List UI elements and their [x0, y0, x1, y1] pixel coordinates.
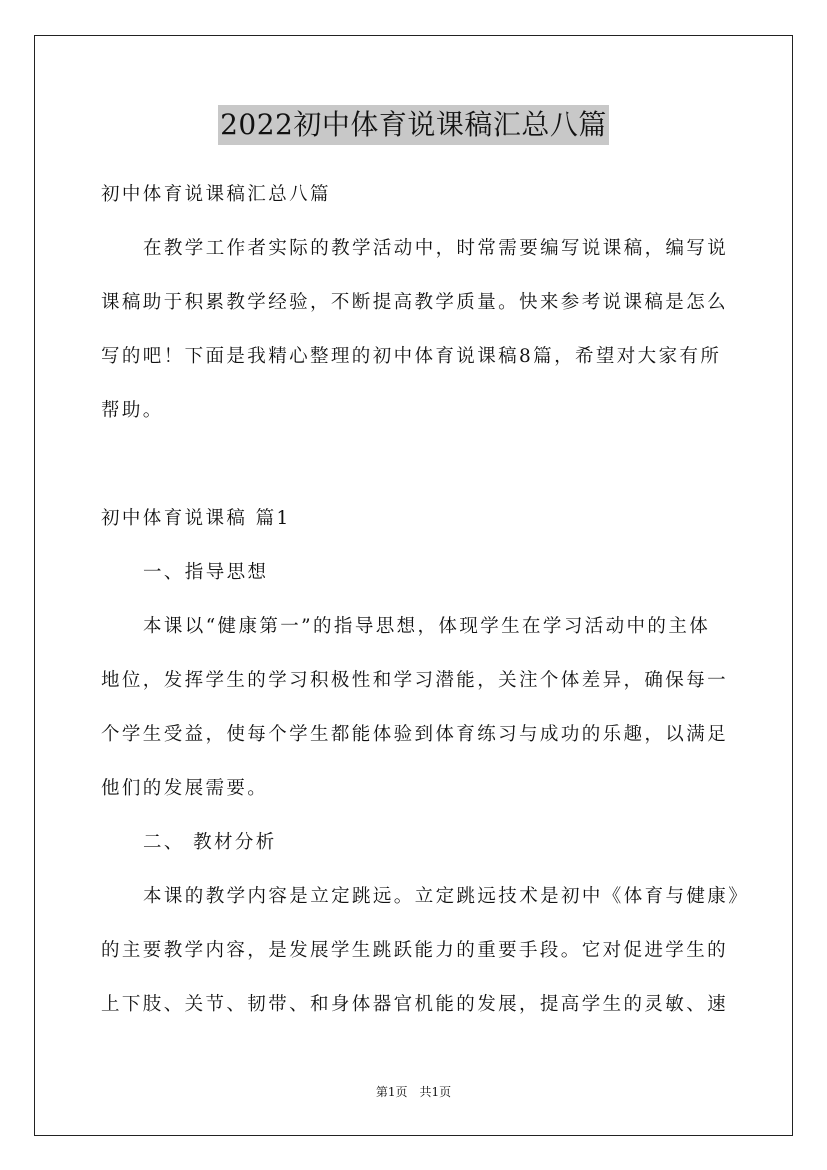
intro-line-1: 在教学工作者实际的教学活动中，时常需要编写说课稿，编写说	[143, 238, 729, 259]
para2-line-3: 上下肢、关节、韧带、和身体器官机能的发展，提高学生的灵敏、速	[101, 994, 729, 1015]
document-title-text: 2022初中体育说课稿汇总八篇	[218, 105, 609, 145]
document-subtitle: 初中体育说课稿汇总八篇	[101, 184, 331, 205]
para2-line-1: 本课的教学内容是立定跳远。立定跳远技术是初中《体育与健康》	[143, 886, 750, 907]
document-title	[0, 104, 827, 145]
intro-line-3: 写的吧！下面是我精心整理的初中体育说课稿8篇，希望对大家有所	[101, 346, 722, 367]
heading-material-analysis: 二、 教材分析	[143, 832, 277, 853]
intro-line-4: 帮助。	[101, 400, 164, 421]
section-title: 初中体育说课稿 篇1	[101, 508, 291, 529]
para1-line-4: 他们的发展需要。	[101, 778, 269, 799]
heading-guiding-thought: 一、指导思想	[143, 562, 269, 583]
para2-line-2: 的主要教学内容，是发展学生跳跃能力的重要手段。它对促进学生的	[101, 940, 729, 961]
para1-line-3: 个学生受益，使每个学生都能体验到体育练习与成功的乐趣，以满足	[101, 724, 729, 745]
para1-line-2: 地位，发挥学生的学习积极性和学习潜能，关注个体差异，确保每一	[101, 670, 729, 691]
intro-line-2: 课稿助于积累教学经验，不断提高教学质量。快来参考说课稿是怎么	[101, 292, 729, 313]
para1-line-1: 本课以“健康第一”的指导思想，体现学生在学习活动中的主体	[143, 616, 711, 637]
page-number-footer: 第1页 共1页	[375, 1085, 452, 1099]
